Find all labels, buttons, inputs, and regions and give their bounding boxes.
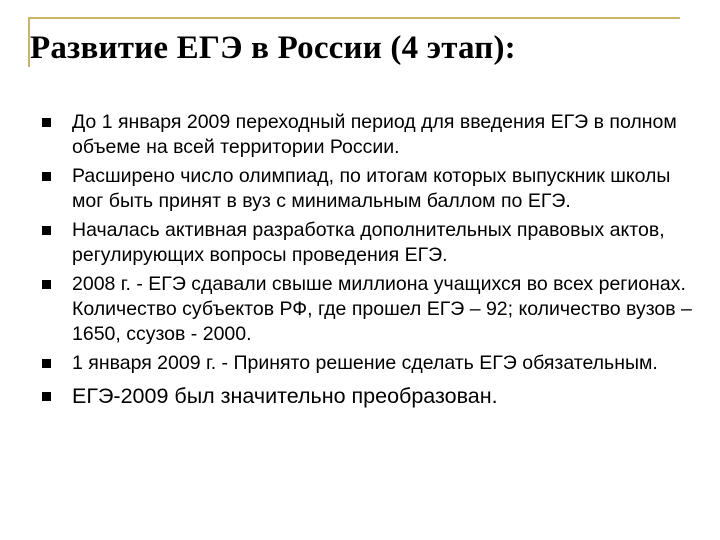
bullet-text: Расширено число олимпиад, по итогам которых выпускник школы мог быть принят в вуз с минимальным баллом по ЕГЭ. — [72, 165, 671, 212]
bullet-text: Началась активная разработка дополнительных правовых актов, регулирующих вопросы проведения ЕГЭ. — [72, 219, 665, 266]
bullet-item — [42, 164, 692, 214]
slide-title: Развитие ЕГЭ в России (4 этап): — [30, 30, 516, 66]
square-bullet-icon — [42, 359, 51, 368]
square-bullet-icon — [42, 280, 51, 289]
bullet-text: 2008 г. - ЕГЭ сдавали свыше миллиона учащихся во всех регионах. Количество субъектов РФ, где прошел ЕГЭ – 92; количество вузов – 1650, ссузов - 2000. — [72, 273, 692, 345]
bullet-text: До 1 января 2009 переходный период для введения ЕГЭ в полном объеме на всей территории России. — [72, 111, 677, 158]
square-bullet-icon — [42, 226, 51, 235]
square-bullet-icon — [42, 392, 51, 401]
bullet-item — [42, 218, 692, 268]
square-bullet-icon — [42, 118, 51, 127]
bullet-item — [42, 110, 692, 160]
bullet-text: 1 января 2009 г. - Принято решение сделать ЕГЭ обязательным. — [72, 352, 658, 374]
bullet-text: ЕГЭ-2009 был значительно преобразован. — [72, 384, 498, 408]
bullet-item-last — [42, 382, 692, 410]
bullet-item — [42, 351, 692, 376]
bullet-item — [42, 272, 692, 347]
square-bullet-icon — [42, 172, 51, 181]
decorative-frame-top-line — [28, 17, 680, 19]
bullet-list — [42, 110, 692, 414]
